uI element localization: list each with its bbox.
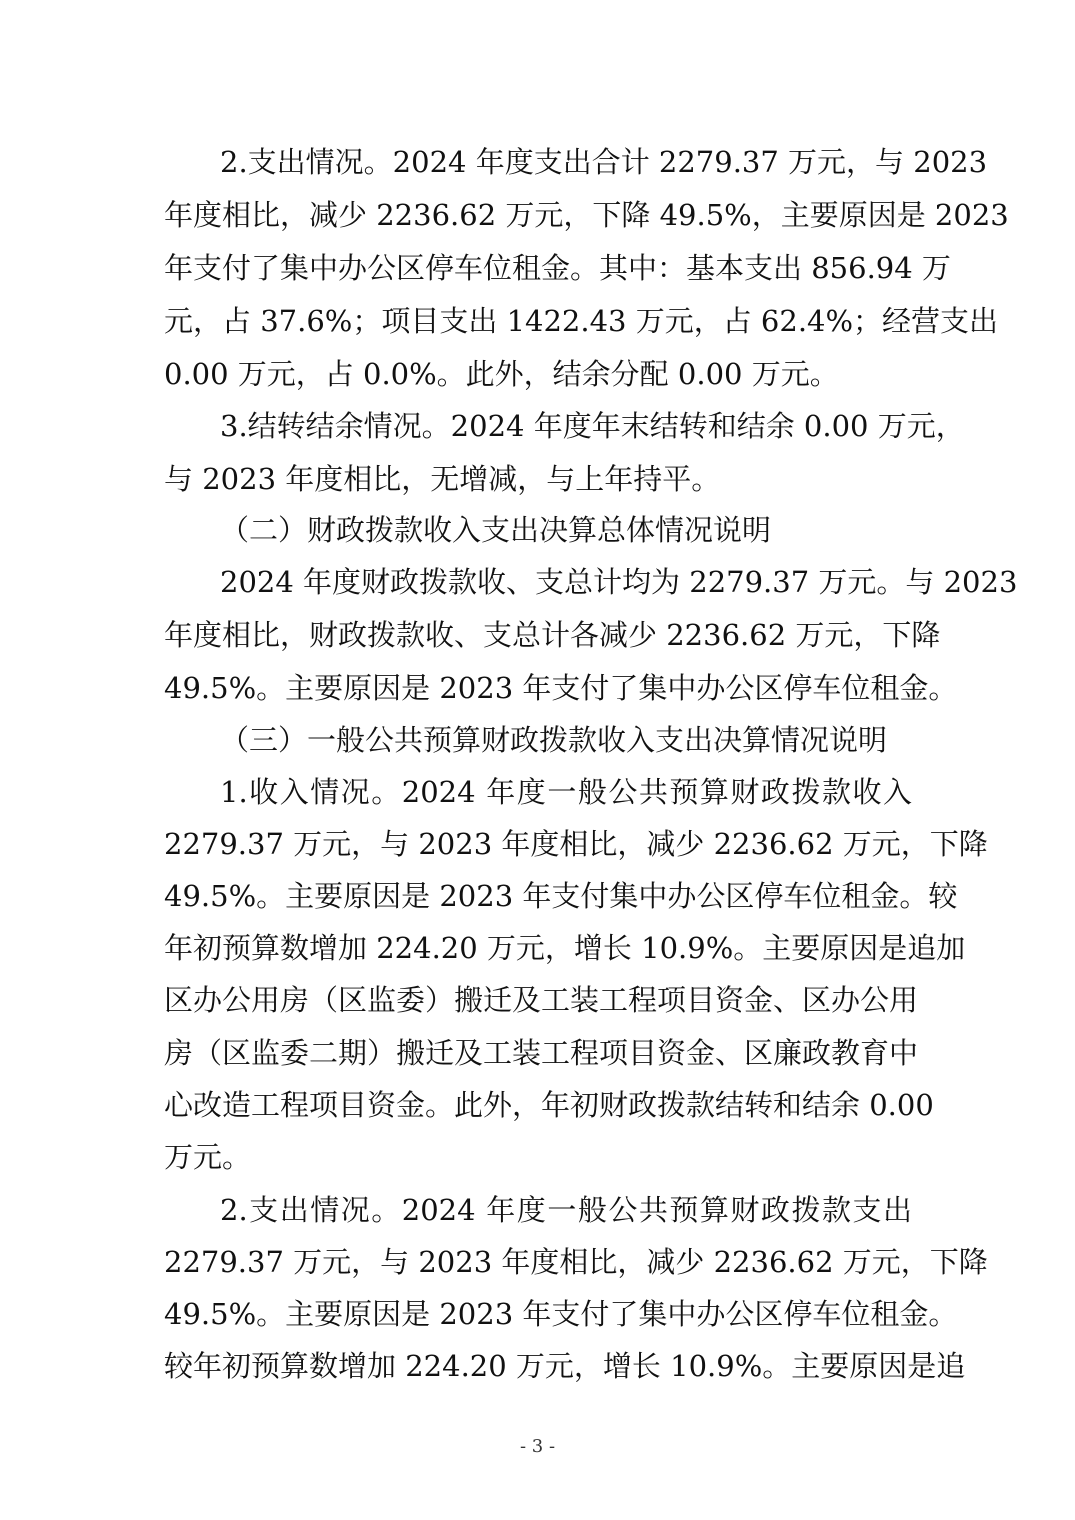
paragraph-line: 2279.37 万元，与 2023 年度相比，减少 2236.62 万元，下降 — [164, 827, 988, 861]
page-number: - 3 - — [519, 1436, 556, 1457]
paragraph-line: 49.5%。主要原因是 2023 年支付了集中办公区停车位租金。 — [164, 1297, 958, 1331]
paragraph-line: 2024 年度财政拨款收、支总计均为 2279.37 万元。与 2023 — [220, 565, 1018, 599]
paragraph-line: 年度相比，减少 2236.62 万元，下降 49.5%，主要原因是 2023 — [164, 198, 1009, 232]
paragraph-line: 2279.37 万元，与 2023 年度相比，减少 2236.62 万元，下降 — [164, 1245, 988, 1279]
paragraph-line: 年支付了集中办公区停车位租金。其中：基本支出 856.94 万 — [164, 251, 951, 285]
paragraph-line: 2.支出情况。2024 年度支出合计 2279.37 万元，与 2023 — [220, 145, 988, 179]
paragraph-line: 年初预算数增加 224.20 万元，增长 10.9%。主要原因是追加 — [164, 931, 966, 965]
paragraph-line: 房（区监委二期）搬迁及工装工程项目资金、区廉政教育中 — [164, 1036, 919, 1070]
paragraph-line: 49.5%。主要原因是 2023 年支付了集中办公区停车位租金。 — [164, 671, 958, 705]
paragraph-line: 与 2023 年度相比，无增减，与上年持平。 — [164, 462, 721, 496]
paragraph-line: 49.5%。主要原因是 2023 年支付集中办公区停车位租金。较 — [164, 879, 958, 913]
paragraph-line: 心改造工程项目资金。此外，年初财政拨款结转和结余 0.00 — [164, 1088, 934, 1122]
section-heading: （二）财政拨款收入支出决算总体情况说明 — [220, 513, 772, 547]
paragraph-line: 0.00 万元，占 0.0%。此外，结余分配 0.00 万元。 — [164, 357, 839, 391]
paragraph-line: 区办公用房（区监委）搬迁及工装工程项目资金、区办公用 — [164, 983, 919, 1017]
paragraph-line: 2.支出情况。2024 年度一般公共预算财政拨款支出 — [220, 1193, 912, 1227]
paragraph-line: 万元。 — [164, 1140, 252, 1174]
paragraph-line: 年度相比，财政拨款收、支总计各减少 2236.62 万元，下降 — [164, 618, 941, 652]
paragraph-line: 3.结转结余情况。2024 年度年末结转和结余 0.00 万元， — [220, 409, 965, 443]
paragraph-line: 较年初预算数增加 224.20 万元，增长 10.9%。主要原因是追 — [164, 1349, 966, 1383]
paragraph-line: 元，占 37.6%；项目支出 1422.43 万元，占 62.4%；经营支出 — [164, 304, 999, 338]
paragraph-line: 1.收入情况。2024 年度一般公共预算财政拨款收入 — [220, 775, 912, 809]
section-heading: （三）一般公共预算财政拨款收入支出决算情况说明 — [220, 723, 888, 757]
